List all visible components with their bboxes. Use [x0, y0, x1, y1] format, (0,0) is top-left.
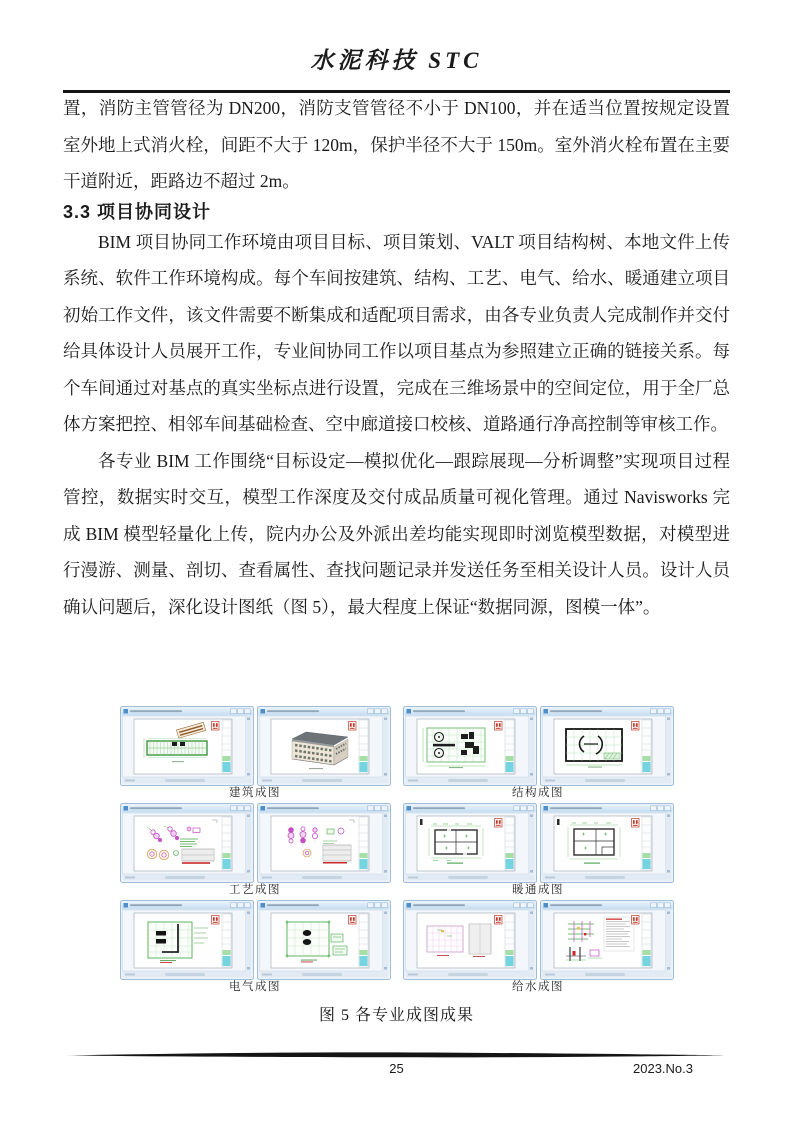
cad-window-hvac-2	[540, 803, 674, 883]
figure-group-hvac	[403, 803, 674, 897]
figure-row-3	[120, 900, 674, 994]
cad-window-process-1	[120, 803, 254, 883]
cad-window-process-2	[257, 803, 391, 883]
journal-header-title: 水泥科技 STC	[310, 48, 483, 73]
figure-caption: 图 5 各专业成图成果	[318, 1007, 474, 1024]
cad-window-electrical-2	[257, 900, 391, 980]
figure-group-label-process: 工艺成图	[229, 884, 281, 896]
figure-group-label-electrical: 电气成图	[229, 981, 281, 993]
body-paragraph-1: 置，消防主管管径为 DN200，消防支管管径不小于 DN100，并在适当位置按规定设置室外地上式消火栓，间距不大于 120m，保护半径不大于 150m。室外消火栓布置在主要干道附近，距路边不超过 2m。	[63, 98, 730, 191]
figure-group-label-structure: 结构成图	[512, 787, 564, 799]
footer-issue-number: 2023.No.3	[633, 1061, 693, 1076]
figure-group-process	[120, 803, 391, 897]
cad-window-architecture-3d	[257, 706, 391, 786]
figure-group-electrical	[120, 900, 391, 994]
cad-window-electrical-1	[120, 900, 254, 980]
figure-row-2	[120, 803, 674, 897]
cad-window-structure-plan-1	[403, 706, 537, 786]
figure-row-1	[120, 706, 674, 800]
cad-window-hvac-1	[403, 803, 537, 883]
footer-rule	[66, 1051, 724, 1059]
cad-window-water-1	[403, 900, 537, 980]
figure-group-structure	[403, 706, 674, 800]
cad-window-architecture-plan	[120, 706, 254, 786]
figure-5	[63, 706, 730, 1025]
figure-group-architecture	[120, 706, 391, 800]
cad-window-structure-plan-2	[540, 706, 674, 786]
figure-group-water	[403, 900, 674, 994]
figure-grid	[120, 706, 674, 994]
footer-page-number: 25	[389, 1061, 404, 1076]
article-body	[63, 90, 730, 625]
body-paragraph-3: 各专业 BIM 工作围绕“目标设定—模拟优化—跟踪展现—分析调整”实现项目过程管控，数据实时交互，模型工作深度及交付成品质量可视化管理。通过 Navisworks 完成 BIM 模型轻量化上传，院内办公及外派出差均能实现即时浏览模型数据，对模型进行漫游、测量、剖切、查看属性、查找问题记录并发送任务至相关设计人员。设计人员确认问题后，深化设计图纸（图 5），最大程度上保证“数据同源，图模一体”。	[63, 450, 730, 617]
figure-group-label-architecture: 建筑成图	[229, 787, 281, 799]
section-heading: 3.3 项目协同设计	[63, 201, 212, 222]
body-paragraph-2: BIM 项目协同工作环境由项目目标、项目策划、VALT 项目结构树、本地文件上传系统、软件工作环境构成。每个车间按建筑、结构、工艺、电气、给水、暖通建立项目初始工作文件，该文件需要不断集成和适配项目需求，由各专业负责人完成制作并交付给具体设计人员展开工作，专业间协同工作以项目基点为参照建立正确的链接关系。每个车间通过对基点的真实坐标点进行设置，完成在三维场景中的空间定位，用于全厂总体方案把控、相邻车间基础检查、空中廊道接口校核、道路通行净高控制等审核工作。	[63, 231, 730, 434]
cad-window-water-2	[540, 900, 674, 980]
figure-group-label-water: 给水成图	[512, 981, 564, 993]
figure-group-label-hvac: 暖通成图	[512, 884, 564, 896]
